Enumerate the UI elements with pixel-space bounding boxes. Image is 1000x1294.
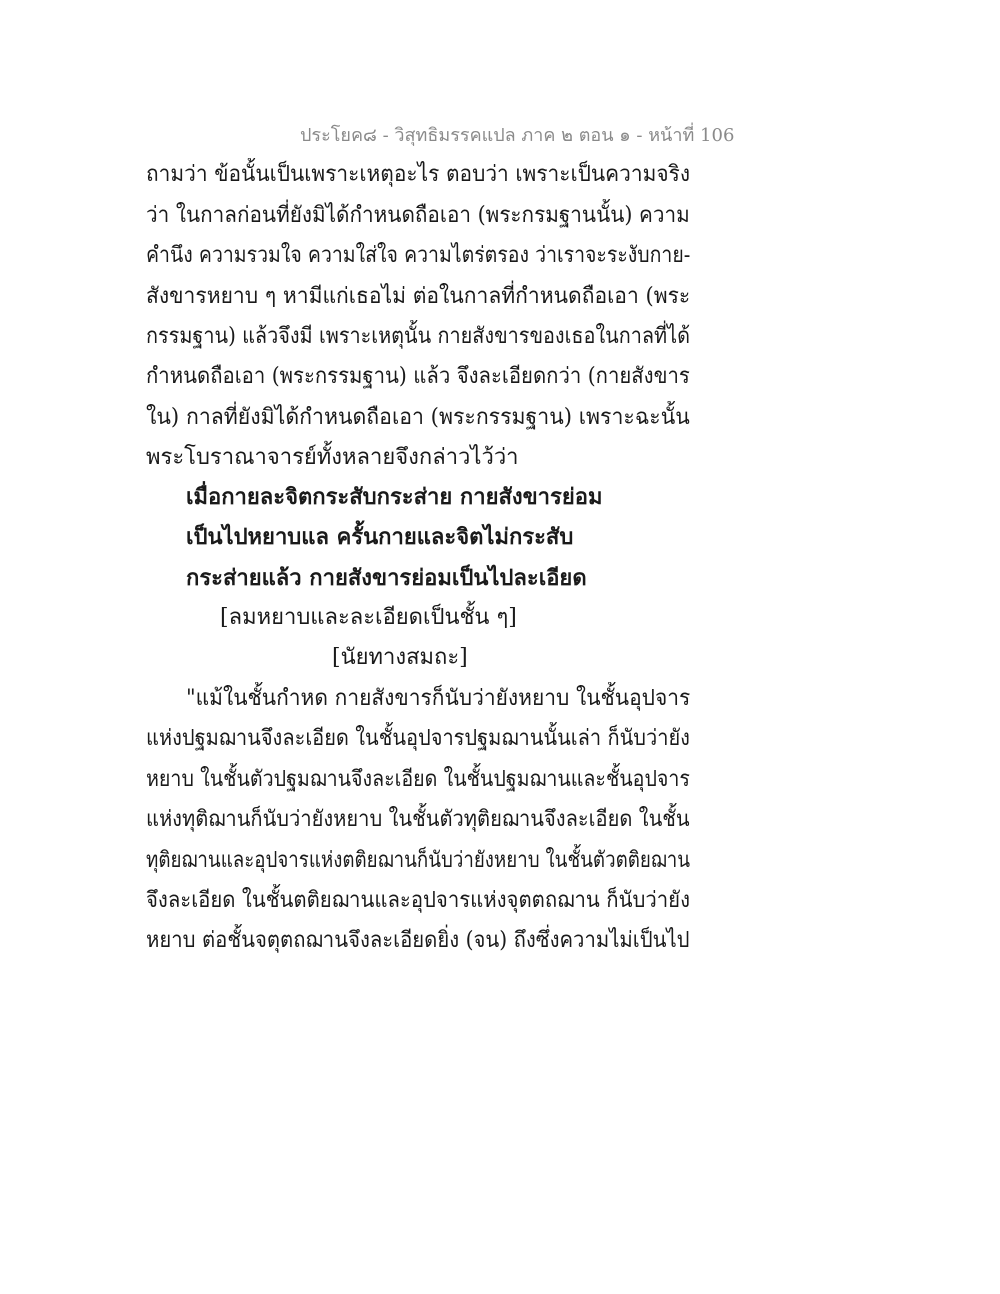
text-line: ถามว่า ข้อนั้นเป็นเพราะเหตุอะไร ตอบว่า เพราะเป็นความจริง <box>146 162 691 187</box>
text-line: แห่งปฐมฌานจึงละเอียด ในชั้นอุปจารปฐมฌานนั้นเล่า ก็นับว่ายัง <box>146 726 690 751</box>
text-line: "แม้ในชั้นกำหด กายสังขารก็นับว่ายังหยาบ ในชั้นอุปจาร <box>186 686 691 711</box>
text-line: จึงละเอียด ในชั้นตติยฌานและอุปจารแห่งจุตตถฌาน ก็นับว่ายัง <box>146 888 691 913</box>
text-line: ว่า ในกาลก่อนที่ยังมิได้กำหนดถือเอา (พระกรมฐานนั้น) ความ <box>146 203 690 228</box>
running-header: ประโยค๘ - วิสุทธิมรรคแปล ภาค ๒ ตอน ๑ - หน้าที่ 106 <box>300 125 735 146</box>
text-line: ใน) กาลที่ยังมิได้กำหนดถือเอา (พระกรรมฐาน) เพราะฉะนั้น <box>146 405 690 430</box>
verse-line: เมื่อกายละจิตกระสับกระส่าย กายสังขารย่อม <box>186 484 603 510</box>
text-line: หยาบ ในชั้นตัวปฐมฌานจึงละเอียด ในชั้นปฐมฌานและชั้นอุปจาร <box>146 767 690 792</box>
text-line: พระโบราณาจารย์ทั้งหลายจึงกล่าวไว้ว่า <box>146 445 519 470</box>
section-bracket-title: [ลมหยาบและละเอียดเป็นชั้น ๆ] <box>220 605 517 630</box>
text-line: ทุติยฌานและอุปจารแห่งตติยฌานก็นับว่ายังหยาบ ในชั้นตัวตติยฌาน <box>146 848 691 873</box>
text-line: หยาบ ต่อชั้นจตุตถฌานจึงละเอียดยิ่ง (จน) ถึงซึ่งความไม่เป็นไป <box>146 928 690 953</box>
text-line: กำหนดถือเอา (พระกรรมฐาน) แล้ว จึงละเอียดกว่า (กายสังขาร <box>146 364 690 389</box>
verse-line: เป็นไปหยาบแล ครั้นกายและจิตไม่กระสับ <box>186 524 574 550</box>
text-line: คำนึง ความรวมใจ ความใส่ใจ ความไตร่ตรอง ว่าเราจะระงับกาย- <box>146 243 691 268</box>
text-line: สังขารหยาบ ๆ หามีแก่เธอไม่ ต่อในกาลที่กำหนดถือเอา (พระ <box>146 284 691 309</box>
section-bracket-subtitle: [นัยทางสมถะ] <box>332 645 468 670</box>
text-line: แห่งทุติฌานก็นับว่ายังหยาบ ในชั้นตัวทุติยฌานจึงละเอียด ในชั้น <box>146 807 690 832</box>
text-line: กรรมฐาน) แล้วจึงมี เพราะเหตุนั้น กายสังขารของเธอในกาลที่ได้ <box>146 324 690 349</box>
verse-line: กระส่ายแล้ว กายสังขารย่อมเป็นไปละเอียด <box>186 565 587 591</box>
